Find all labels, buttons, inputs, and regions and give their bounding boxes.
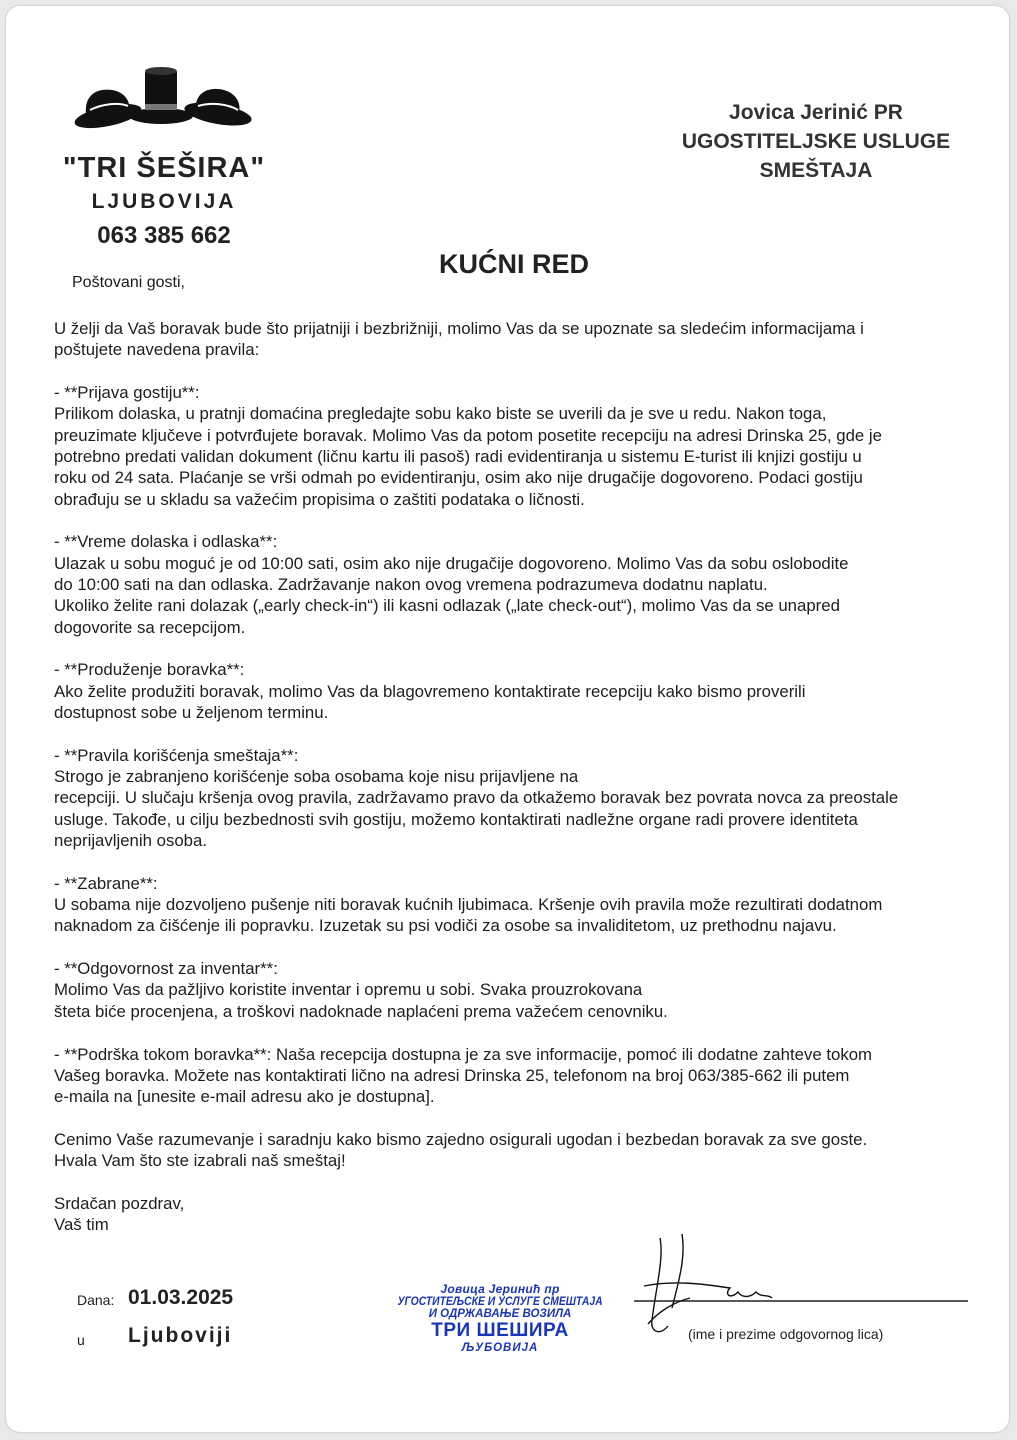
intro-paragraph: U želji da Vaš boravak bude što prijatniji i bezbrižniji, molimo Vas da se upoznate sa sledećim informacijama i poštujete navedena pravila:	[54, 319, 864, 360]
signature-caption: (ime i prezime odgovornog lica)	[688, 1326, 884, 1342]
stamp-town: ЉУБОВИЈА	[461, 1342, 539, 1354]
date-value: 01.03.2025	[128, 1286, 234, 1309]
owner-block	[646, 98, 986, 185]
brand-name: "TRI ŠEŠIRA"	[62, 152, 266, 184]
stamp-maintenance: И ОДРЖАВАЊЕ ВОЗИЛА	[428, 1308, 572, 1320]
section-inventory-liability: - **Odgovornost za inventar**: Molimo Vas da pažljivo koristite inventar i opremu u sobi. Svaka prouzrokovana šteta biće procenjena, a troškovi nadoknade naplaćeni prema važećem cenovniku.	[54, 959, 668, 1021]
section-guest-registration: - **Prijava gostiju**: Prilikom dolaska, u pratnji domaćina pregledajte sobu kako biste se uverili da je sve u redu. Nakon toga, preuzimate ključeve i potvrđujete boravak. Molimo Vas da potom posetite recepciju na adresi Drinska 25, gde je potrebno predati validan dokument (ličnu kartu ili pasoš) radi evidentiranja u sistemu E-turist ili knjizi gostiju u roku od 24 sata. Plaćanje se vrši odmah po evidentiranju, osim ako nije drugačije dogovoreno. Podaci gostiju obrađuju se u skladu sa važećim propisima o zaštiti podataka o ličnosti.	[54, 383, 882, 509]
section-support: - **Podrška tokom boravka**: Naša recepcija dostupna je za sve informacije, pomoć ili dodatne zahteve tokom Vašeg boravka. Možete nas kontaktirati lično na adresi Drinska 25, telefonom na broj 063/385-662 ili putem e-maila na [unesite e-mail adresu ako je dostupna].	[54, 1044, 873, 1107]
date-label: Dana:	[77, 1292, 115, 1308]
section-prohibitions: - **Zabrane**: U sobama nije dozvoljeno pušenje niti boravak kućnih ljubimaca. Kršenje ovih pravila može rezultirati dodatnom naknadom za čišćenje ili popravku. Izuzetak su psi vodiči za osobe sa invaliditetom, uz prethodnu najavu.	[54, 873, 883, 936]
document-body	[54, 318, 989, 1257]
document-page	[6, 6, 1009, 1432]
three-hats-logo-icon	[68, 64, 254, 144]
stamp-owner: Јовица Јеринић пр	[440, 1282, 560, 1296]
left-hat-icon	[73, 90, 144, 133]
closing-paragraph: Cenimo Vaše razumevanje i saradnju kako bismo zajedno osigurali ugodan i bezbedan boravak za sve goste. Hvala Vam što ste izabrali naš smeštaj!	[54, 1129, 868, 1171]
place-value: Ljuboviji	[128, 1324, 233, 1347]
section-stay-extension: - **Produženje boravka**: Ako želite produžiti boravak, molimo Vas da blagovremeno kontaktirate recepciju kako bismo proverili dostupnost sobe u željenom terminu.	[54, 660, 806, 722]
stamp-services: УГОСТИТЕЉСКЕ И УСЛУГЕ СМЕШТАЈА	[397, 1296, 603, 1308]
greeting: Poštovani gosti,	[72, 274, 185, 291]
sign-off: Srdačan pozdrav, Vaš tim	[54, 1194, 185, 1235]
owner-name: Jovica Jerinić PR	[729, 101, 903, 124]
section-arrival-departure: - **Vreme dolaska i odlaska**: Ulazak u sobu moguć je od 10:00 sati, osim ako nije drugačije dogovoreno. Molimo Vas da sobu oslobodite do 10:00 sati na dan odlaska. Zadržavanje nakon ovog vremena podrazumeva dodatnu naplatu. Ukoliko želite rani dolazak („early check-in“) ili kasni odlazak („late check-out“), molimo Vas da se unapred dogovorite sa recepcijom.	[54, 532, 849, 637]
section-usage-rules: - **Pravila korišćenja smeštaja**: Strogo je zabranjeno korišćenje soba osobama koje nisu prijavljene na recepciji. U slučaju kršenja ovog pravila, zadržavamo pravo da otkažemo boravak bez povrata novca za preostale usluge. Takođe, u cilju bezbednosti svih gostiju, možemo kontaktirati nadležne organe radi provere identiteta neprijavljenih osoba.	[54, 745, 899, 850]
brand-phone: 063 385 662	[97, 222, 231, 249]
document-title: KUĆNI RED	[438, 249, 589, 279]
right-hat-icon	[183, 89, 253, 130]
owner-service-type: SMEŠTAJA	[759, 159, 873, 182]
place-label: u	[77, 1332, 85, 1348]
owner-service: UGOSTITELJSKE USLUGE	[681, 130, 951, 153]
company-stamp	[386, 1282, 614, 1354]
stamp-brand: ТРИ ШЕШИРА	[431, 1320, 569, 1341]
top-hat-icon	[129, 67, 193, 124]
brand-town: LJUBOVIJA	[91, 190, 237, 213]
